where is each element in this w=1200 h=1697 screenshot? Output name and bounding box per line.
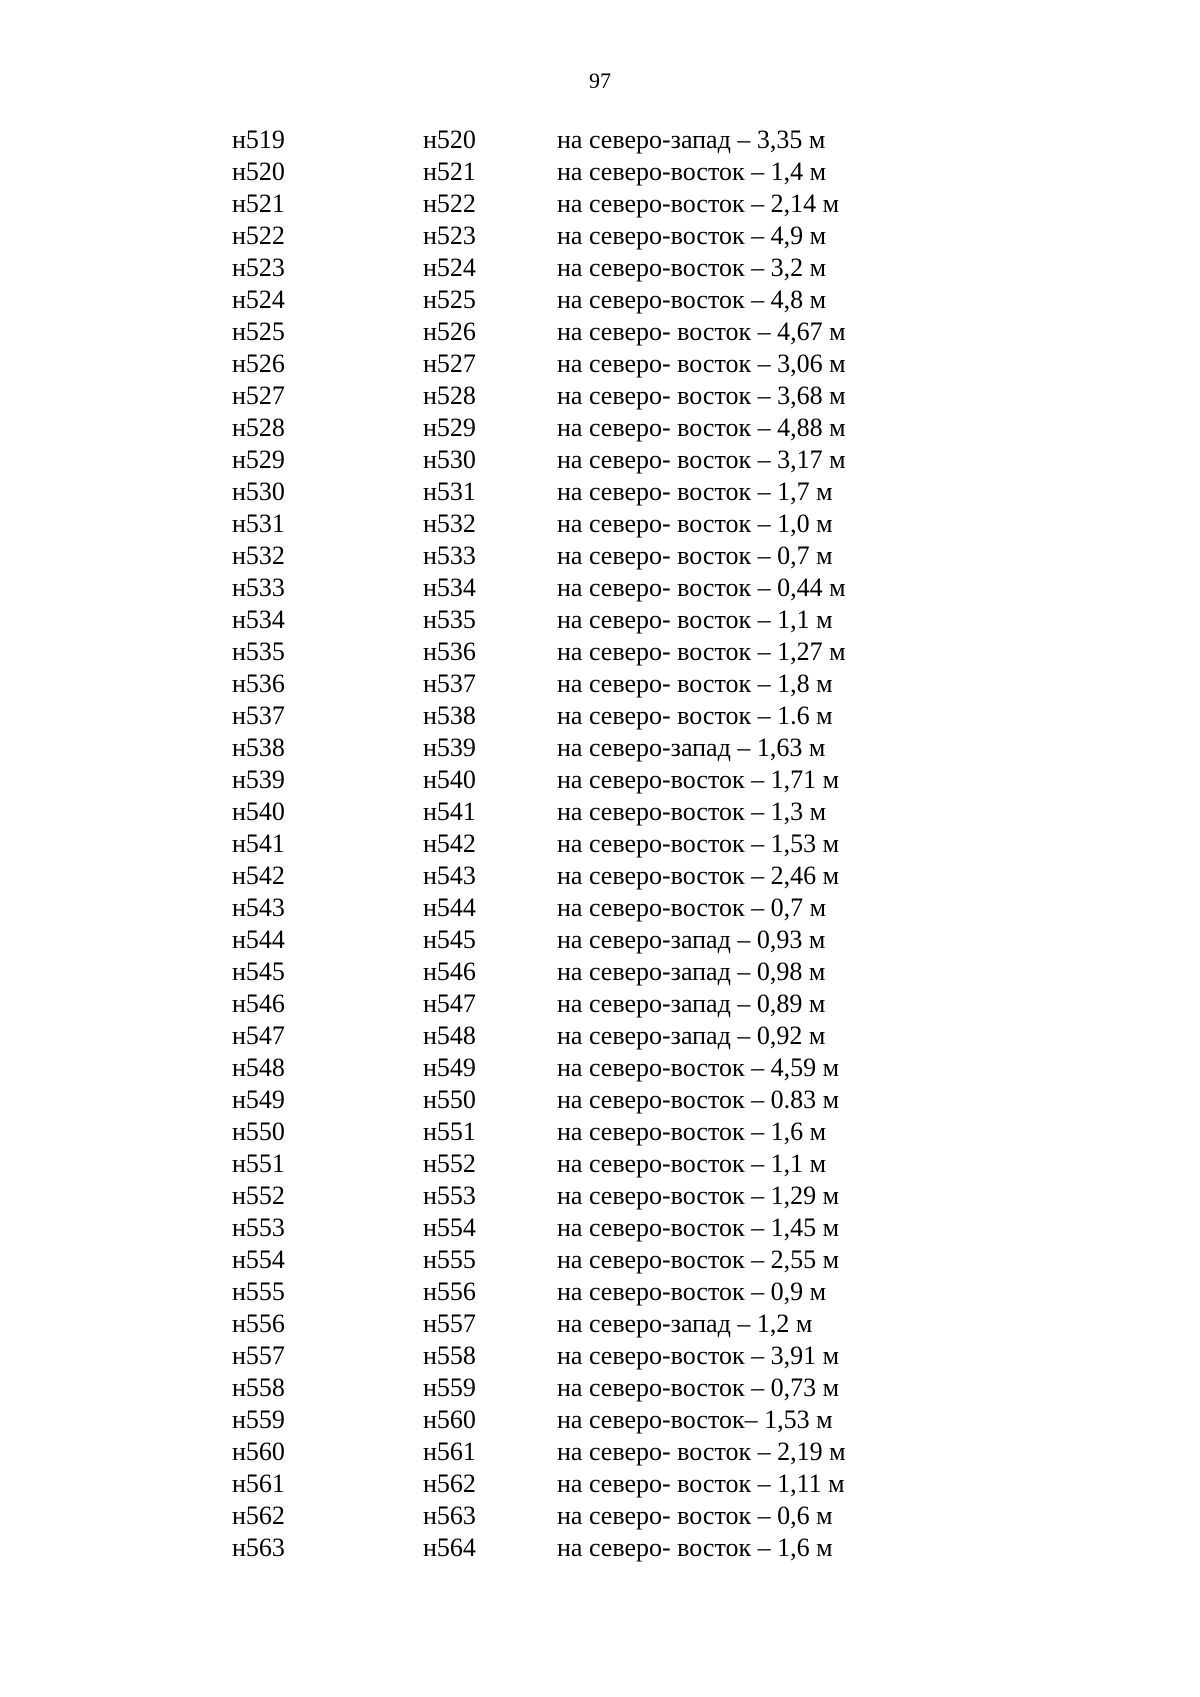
start-point-label: н524 (232, 285, 285, 314)
end-point-label: н543 (423, 861, 476, 890)
direction-distance-text: на северо-восток – 0,9 м (557, 1277, 827, 1306)
segment-row (0, 1308, 1200, 1340)
start-point-label: н550 (232, 1117, 285, 1146)
end-point-label: н560 (423, 1405, 476, 1434)
end-point-label: н533 (423, 541, 476, 570)
start-point-label: н530 (232, 477, 285, 506)
segment-row (0, 540, 1200, 572)
direction-distance-text: на северо-восток – 0,73 м (557, 1373, 840, 1402)
segment-row (0, 284, 1200, 316)
end-point-label: н532 (423, 509, 476, 538)
direction-distance-text: на северо- восток – 0,6 м (557, 1501, 833, 1530)
end-point-label: н553 (423, 1181, 476, 1210)
direction-distance-text: на северо-восток – 3,91 м (557, 1341, 840, 1370)
segment-row (0, 572, 1200, 604)
end-point-label: н564 (423, 1533, 476, 1562)
end-point-label: н556 (423, 1277, 476, 1306)
direction-distance-text: на северо- восток – 1,8 м (557, 669, 833, 698)
start-point-label: н525 (232, 317, 285, 346)
end-point-label: н525 (423, 285, 476, 314)
segment-row (0, 956, 1200, 988)
start-point-label: н548 (232, 1053, 285, 1082)
start-point-label: н543 (232, 893, 285, 922)
segment-row (0, 124, 1200, 156)
start-point-label: н549 (232, 1085, 285, 1114)
start-point-label: н551 (232, 1149, 285, 1178)
end-point-label: н555 (423, 1245, 476, 1274)
segment-row (0, 604, 1200, 636)
direction-distance-text: на северо- восток – 3,68 м (557, 381, 846, 410)
start-point-label: н558 (232, 1373, 285, 1402)
direction-distance-text: на северо-восток – 4,59 м (557, 1053, 840, 1082)
end-point-label: н537 (423, 669, 476, 698)
direction-distance-text: на северо- восток – 1,27 м (557, 637, 846, 666)
start-point-label: н531 (232, 509, 285, 538)
end-point-label: н563 (423, 1501, 476, 1530)
segment-row (0, 796, 1200, 828)
start-point-label: н547 (232, 1021, 285, 1050)
direction-distance-text: на северо-восток– 1,53 м (557, 1405, 833, 1434)
segment-row (0, 1052, 1200, 1084)
boundary-segment-list (0, 124, 1200, 1564)
start-point-label: н534 (232, 605, 285, 634)
segment-row (0, 380, 1200, 412)
start-point-label: н557 (232, 1341, 285, 1370)
direction-distance-text: на северо- восток – 1,1 м (557, 605, 833, 634)
start-point-label: н556 (232, 1309, 285, 1338)
end-point-label: н526 (423, 317, 476, 346)
direction-distance-text: на северо- восток – 4,67 м (557, 317, 846, 346)
segment-row (0, 444, 1200, 476)
end-point-label: н552 (423, 1149, 476, 1178)
start-point-label: н553 (232, 1213, 285, 1242)
direction-distance-text: на северо- восток – 1.6 м (557, 701, 833, 730)
direction-distance-text: на северо-запад – 0,98 м (557, 957, 826, 986)
end-point-label: н528 (423, 381, 476, 410)
direction-distance-text: на северо-восток – 4,8 м (557, 285, 827, 314)
direction-distance-text: на северо-восток – 0,7 м (557, 893, 827, 922)
end-point-label: н545 (423, 925, 476, 954)
end-point-label: н530 (423, 445, 476, 474)
direction-distance-text: на северо-восток – 1,29 м (557, 1181, 840, 1210)
segment-row (0, 348, 1200, 380)
direction-distance-text: на северо- восток – 4,88 м (557, 413, 846, 442)
segment-row (0, 252, 1200, 284)
segment-row (0, 1180, 1200, 1212)
segment-row (0, 1532, 1200, 1564)
start-point-label: н563 (232, 1533, 285, 1562)
start-point-label: н544 (232, 925, 285, 954)
direction-distance-text: на северо-восток – 2,46 м (557, 861, 840, 890)
direction-distance-text: на северо-восток – 3,2 м (557, 253, 827, 282)
end-point-label: н554 (423, 1213, 476, 1242)
start-point-label: н546 (232, 989, 285, 1018)
start-point-label: н545 (232, 957, 285, 986)
direction-distance-text: на северо-запад – 0,89 м (557, 989, 826, 1018)
direction-distance-text: на северо-запад – 1,2 м (557, 1309, 813, 1338)
direction-distance-text: на северо- восток – 2,19 м (557, 1437, 846, 1466)
end-point-label: н546 (423, 957, 476, 986)
segment-row (0, 860, 1200, 892)
start-point-label: н528 (232, 413, 285, 442)
start-point-label: н560 (232, 1437, 285, 1466)
end-point-label: н541 (423, 797, 476, 826)
segment-row (0, 1020, 1200, 1052)
start-point-label: н561 (232, 1469, 285, 1498)
start-point-label: н526 (232, 349, 285, 378)
start-point-label: н542 (232, 861, 285, 890)
start-point-label: н532 (232, 541, 285, 570)
start-point-label: н533 (232, 573, 285, 602)
segment-row (0, 156, 1200, 188)
end-point-label: н539 (423, 733, 476, 762)
end-point-label: н523 (423, 221, 476, 250)
direction-distance-text: на северо- восток – 3,06 м (557, 349, 846, 378)
direction-distance-text: на северо-восток – 1,4 м (557, 157, 827, 186)
start-point-label: н538 (232, 733, 285, 762)
segment-row (0, 508, 1200, 540)
direction-distance-text: на северо-запад – 0,92 м (557, 1021, 826, 1050)
end-point-label: н551 (423, 1117, 476, 1146)
segment-row (0, 1340, 1200, 1372)
start-point-label: н552 (232, 1181, 285, 1210)
page-number: 97 (589, 68, 611, 93)
direction-distance-text: на северо-восток – 1,3 м (557, 797, 827, 826)
segment-row (0, 1244, 1200, 1276)
direction-distance-text: на северо-восток – 1,45 м (557, 1213, 840, 1242)
end-point-label: н534 (423, 573, 476, 602)
end-point-label: н542 (423, 829, 476, 858)
start-point-label: н520 (232, 157, 285, 186)
direction-distance-text: на северо-запад – 0,93 м (557, 925, 826, 954)
direction-distance-text: на северо- восток – 1,6 м (557, 1533, 833, 1562)
end-point-label: н527 (423, 349, 476, 378)
start-point-label: н540 (232, 797, 285, 826)
start-point-label: н554 (232, 1245, 285, 1274)
start-point-label: н535 (232, 637, 285, 666)
start-point-label: н521 (232, 189, 285, 218)
segment-row (0, 1084, 1200, 1116)
segment-row (0, 636, 1200, 668)
end-point-label: н559 (423, 1373, 476, 1402)
segment-row (0, 1468, 1200, 1500)
segment-row (0, 732, 1200, 764)
direction-distance-text: на северо-восток – 0.83 м (557, 1085, 840, 1114)
end-point-label: н522 (423, 189, 476, 218)
end-point-label: н562 (423, 1469, 476, 1498)
end-point-label: н536 (423, 637, 476, 666)
direction-distance-text: на северо-восток – 1,71 м (557, 765, 840, 794)
end-point-label: н547 (423, 989, 476, 1018)
direction-distance-text: на северо-восток – 1,53 м (557, 829, 840, 858)
start-point-label: н536 (232, 669, 285, 698)
direction-distance-text: на северо- восток – 0,44 м (557, 573, 846, 602)
direction-distance-text: на северо-восток – 1,1 м (557, 1149, 827, 1178)
end-point-label: н544 (423, 893, 476, 922)
start-point-label: н562 (232, 1501, 285, 1530)
start-point-label: н539 (232, 765, 285, 794)
end-point-label: н521 (423, 157, 476, 186)
start-point-label: н522 (232, 221, 285, 250)
start-point-label: н555 (232, 1277, 285, 1306)
direction-distance-text: на северо-запад – 1,63 м (557, 733, 826, 762)
start-point-label: н527 (232, 381, 285, 410)
segment-row (0, 924, 1200, 956)
end-point-label: н538 (423, 701, 476, 730)
segment-row (0, 1276, 1200, 1308)
end-point-label: н524 (423, 253, 476, 282)
end-point-label: н548 (423, 1021, 476, 1050)
end-point-label: н561 (423, 1437, 476, 1466)
end-point-label: н549 (423, 1053, 476, 1082)
direction-distance-text: на северо- восток – 1,11 м (557, 1469, 845, 1498)
end-point-label: н558 (423, 1341, 476, 1370)
end-point-label: н540 (423, 765, 476, 794)
segment-row (0, 220, 1200, 252)
start-point-label: н537 (232, 701, 285, 730)
segment-row (0, 1404, 1200, 1436)
start-point-label: н519 (232, 125, 285, 154)
start-point-label: н529 (232, 445, 285, 474)
segment-row (0, 700, 1200, 732)
segment-row (0, 1148, 1200, 1180)
segment-row (0, 764, 1200, 796)
segment-row (0, 828, 1200, 860)
segment-row (0, 1436, 1200, 1468)
end-point-label: н520 (423, 125, 476, 154)
segment-row (0, 412, 1200, 444)
end-point-label: н535 (423, 605, 476, 634)
direction-distance-text: на северо-восток – 2,55 м (557, 1245, 840, 1274)
segment-row (0, 1500, 1200, 1532)
direction-distance-text: на северо-восток – 4,9 м (557, 221, 827, 250)
end-point-label: н531 (423, 477, 476, 506)
direction-distance-text: на северо-восток – 2,14 м (557, 189, 840, 218)
segment-row (0, 1212, 1200, 1244)
segment-row (0, 316, 1200, 348)
direction-distance-text: на северо- восток – 3,17 м (557, 445, 846, 474)
start-point-label: н541 (232, 829, 285, 858)
segment-row (0, 892, 1200, 924)
segment-row (0, 1116, 1200, 1148)
end-point-label: н557 (423, 1309, 476, 1338)
end-point-label: н529 (423, 413, 476, 442)
segment-row (0, 476, 1200, 508)
start-point-label: н559 (232, 1405, 285, 1434)
direction-distance-text: на северо- восток – 1,7 м (557, 477, 833, 506)
segment-row (0, 188, 1200, 220)
segment-row (0, 1372, 1200, 1404)
direction-distance-text: на северо- восток – 0,7 м (557, 541, 833, 570)
direction-distance-text: на северо- восток – 1,0 м (557, 509, 833, 538)
end-point-label: н550 (423, 1085, 476, 1114)
segment-row (0, 988, 1200, 1020)
segment-row (0, 668, 1200, 700)
direction-distance-text: на северо-восток – 1,6 м (557, 1117, 827, 1146)
start-point-label: н523 (232, 253, 285, 282)
direction-distance-text: на северо-запад – 3,35 м (557, 125, 826, 154)
